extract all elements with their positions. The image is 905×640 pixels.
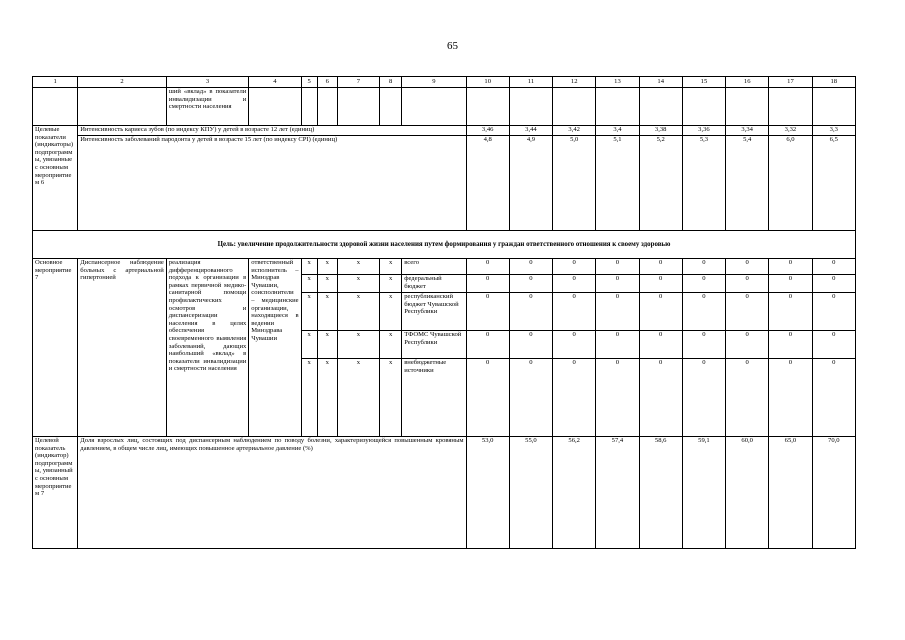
- indicator-value: 6,5: [812, 136, 855, 231]
- funding-value: 0: [553, 259, 596, 275]
- funding-value: 0: [726, 331, 769, 359]
- x-mark: x: [337, 359, 379, 437]
- x-mark: x: [317, 275, 337, 293]
- funding-value: 0: [639, 259, 682, 275]
- indicator-value: 3,44: [509, 126, 552, 136]
- col-number: 3: [166, 77, 249, 88]
- x-mark: x: [337, 259, 379, 275]
- funding-value: 0: [509, 359, 552, 437]
- x-mark: x: [301, 359, 317, 437]
- col-number: 7: [337, 77, 379, 88]
- funding-value: 0: [726, 359, 769, 437]
- col-number: 1: [33, 77, 78, 88]
- col-number: 6: [317, 77, 337, 88]
- x-mark: x: [317, 259, 337, 275]
- indicator-value: 60,0: [726, 437, 769, 549]
- funding-value: 0: [466, 293, 509, 331]
- goal-text: Цель: увеличение продолжительности здоровой жизни населения путем формирования у граждан ответственного отношения к своему здоровью: [33, 231, 856, 259]
- indicator-value: 59,1: [682, 437, 725, 549]
- col-number: 12: [553, 77, 596, 88]
- funding-source: внебюджетные источники: [402, 359, 466, 437]
- funding-value: 0: [596, 293, 639, 331]
- funding-value: 0: [466, 359, 509, 437]
- x-mark: x: [301, 275, 317, 293]
- funding-source: всего: [402, 259, 466, 275]
- col-number: 4: [249, 77, 301, 88]
- funding-value: 0: [726, 275, 769, 293]
- x-mark: x: [317, 359, 337, 437]
- funding-value: 0: [509, 275, 552, 293]
- funding-value: 0: [682, 259, 725, 275]
- indicator-value: 70,0: [812, 437, 855, 549]
- indicator-value: 3,46: [466, 126, 509, 136]
- indicator-row: [33, 136, 856, 231]
- indicator-value: 3,32: [769, 126, 812, 136]
- continuation-row: [33, 88, 856, 126]
- indicator-value: 55,0: [509, 437, 552, 549]
- funding-value: 0: [553, 359, 596, 437]
- col-number: 13: [596, 77, 639, 88]
- indicator-value: 6,0: [769, 136, 812, 231]
- x-mark: x: [301, 293, 317, 331]
- funding-value: 0: [596, 331, 639, 359]
- funding-value: 0: [553, 331, 596, 359]
- indicator-name: Интенсивность кариеса зубов (по индексу КПУ) у детей в возрасте 12 лет (единиц): [78, 126, 466, 136]
- indicator-value: 3,38: [639, 126, 682, 136]
- funding-value: 0: [682, 331, 725, 359]
- funding-value: 0: [553, 275, 596, 293]
- indicator-name: Интенсивность заболеваний пародонта у детей в возрасте 15 лет (по индексу CPI) (единиц): [78, 136, 466, 231]
- funding-source: республиканский бюджет Чувашской Республики: [402, 293, 466, 331]
- funding-value: 0: [553, 293, 596, 331]
- indicator-row: [33, 437, 856, 549]
- col-number: 11: [509, 77, 552, 88]
- funding-value: 0: [682, 359, 725, 437]
- funding-value: 0: [812, 275, 855, 293]
- x-mark: x: [380, 359, 402, 437]
- x-mark: x: [301, 331, 317, 359]
- x-mark: x: [380, 331, 402, 359]
- indicator-value: 5,2: [639, 136, 682, 231]
- funding-value: 0: [682, 275, 725, 293]
- x-mark: x: [337, 293, 379, 331]
- indicator-value: 3,4: [596, 126, 639, 136]
- col-number: 16: [726, 77, 769, 88]
- col-number: 5: [301, 77, 317, 88]
- funding-value: 0: [596, 359, 639, 437]
- funding-value: 0: [769, 259, 812, 275]
- indicator-value: 5,4: [726, 136, 769, 231]
- program-table: [32, 76, 856, 549]
- funding-row: [33, 259, 856, 275]
- indicator-value: 5,3: [682, 136, 725, 231]
- indicator-value: 56,2: [553, 437, 596, 549]
- measure-description: реализация дифференцированного подхода к организации в рамках первичной медико-санитарной помощи профилактических осмотров и диспансеризации населения в целях обеспечения своевременного выявления заболеваний, дающих наибольший «вклад» в показатели инвалидизации и смертности населения: [166, 259, 249, 437]
- x-mark: x: [317, 331, 337, 359]
- col-number: 8: [380, 77, 402, 88]
- x-mark: x: [380, 275, 402, 293]
- indicator-value: 3,42: [553, 126, 596, 136]
- measure-number: Основное мероприятие 7: [33, 259, 78, 437]
- funding-value: 0: [812, 259, 855, 275]
- indicator-value: 3,3: [812, 126, 855, 136]
- funding-value: 0: [639, 275, 682, 293]
- indicator-value: 4,8: [466, 136, 509, 231]
- funding-value: 0: [466, 259, 509, 275]
- funding-value: 0: [509, 293, 552, 331]
- x-mark: x: [380, 259, 402, 275]
- page-number: 65: [447, 40, 458, 52]
- x-mark: x: [317, 293, 337, 331]
- funding-value: 0: [769, 275, 812, 293]
- funding-value: 0: [639, 293, 682, 331]
- continuation-text: ший «вклад» в показатели инвалидизации и смертности населения: [166, 88, 249, 126]
- indicator-value: 3,36: [682, 126, 725, 136]
- funding-value: 0: [509, 259, 552, 275]
- funding-value: 0: [726, 293, 769, 331]
- measure-executors: ответственный исполнитель – Минздрав Чувашии, соисполнители – медицинские организации, находящиеся в ведении Минздрава Чувашии: [249, 259, 301, 437]
- funding-value: 0: [769, 359, 812, 437]
- indicator-value: 5,1: [596, 136, 639, 231]
- funding-value: 0: [639, 331, 682, 359]
- funding-value: 0: [639, 359, 682, 437]
- funding-value: 0: [726, 259, 769, 275]
- x-mark: x: [380, 293, 402, 331]
- funding-value: 0: [769, 293, 812, 331]
- funding-value: 0: [769, 331, 812, 359]
- indicator-value: 5,0: [553, 136, 596, 231]
- funding-value: 0: [509, 331, 552, 359]
- indicator-name: Доля взрослых лиц, состоящих под диспансерным наблюдением по поводу болезни, характеризующейся повышенным кровяным давлением, в общем числе лиц, имеющих повышенное артериальное давление (%): [78, 437, 466, 549]
- funding-value: 0: [812, 331, 855, 359]
- indicator-value: 4,9: [509, 136, 552, 231]
- measure-title: Диспансерное наблюдение больных с артериальной гипертонией: [78, 259, 167, 437]
- col-number: 15: [682, 77, 725, 88]
- col-number: 17: [769, 77, 812, 88]
- col-number: 2: [78, 77, 167, 88]
- x-mark: x: [337, 275, 379, 293]
- funding-value: 0: [466, 331, 509, 359]
- funding-source: федеральный бюджет: [402, 275, 466, 293]
- column-number-row: [33, 77, 856, 88]
- funding-value: 0: [682, 293, 725, 331]
- funding-source: ТФОМС Чувашской Республики: [402, 331, 466, 359]
- col-number: 10: [466, 77, 509, 88]
- x-mark: x: [301, 259, 317, 275]
- indicator-value: 3,34: [726, 126, 769, 136]
- target-block-label: Целевые показатели (индикаторы) подпрограммы, увязанные с основным мероприятием 6: [33, 126, 78, 231]
- col-number: 14: [639, 77, 682, 88]
- col-number: 9: [402, 77, 466, 88]
- funding-value: 0: [466, 275, 509, 293]
- indicator-value: 57,4: [596, 437, 639, 549]
- indicator-value: 58,6: [639, 437, 682, 549]
- col-number: 18: [812, 77, 855, 88]
- indicator-value: 53,0: [466, 437, 509, 549]
- indicator-row: [33, 126, 856, 136]
- goal-row: [33, 231, 856, 259]
- funding-value: 0: [596, 259, 639, 275]
- funding-value: 0: [812, 293, 855, 331]
- indicator-value: 65,0: [769, 437, 812, 549]
- x-mark: x: [337, 331, 379, 359]
- funding-value: 0: [596, 275, 639, 293]
- target-block-label: Целевой показатель (индикатор) подпрограммы, увязанный с основным мероприятием 7: [33, 437, 78, 549]
- funding-value: 0: [812, 359, 855, 437]
